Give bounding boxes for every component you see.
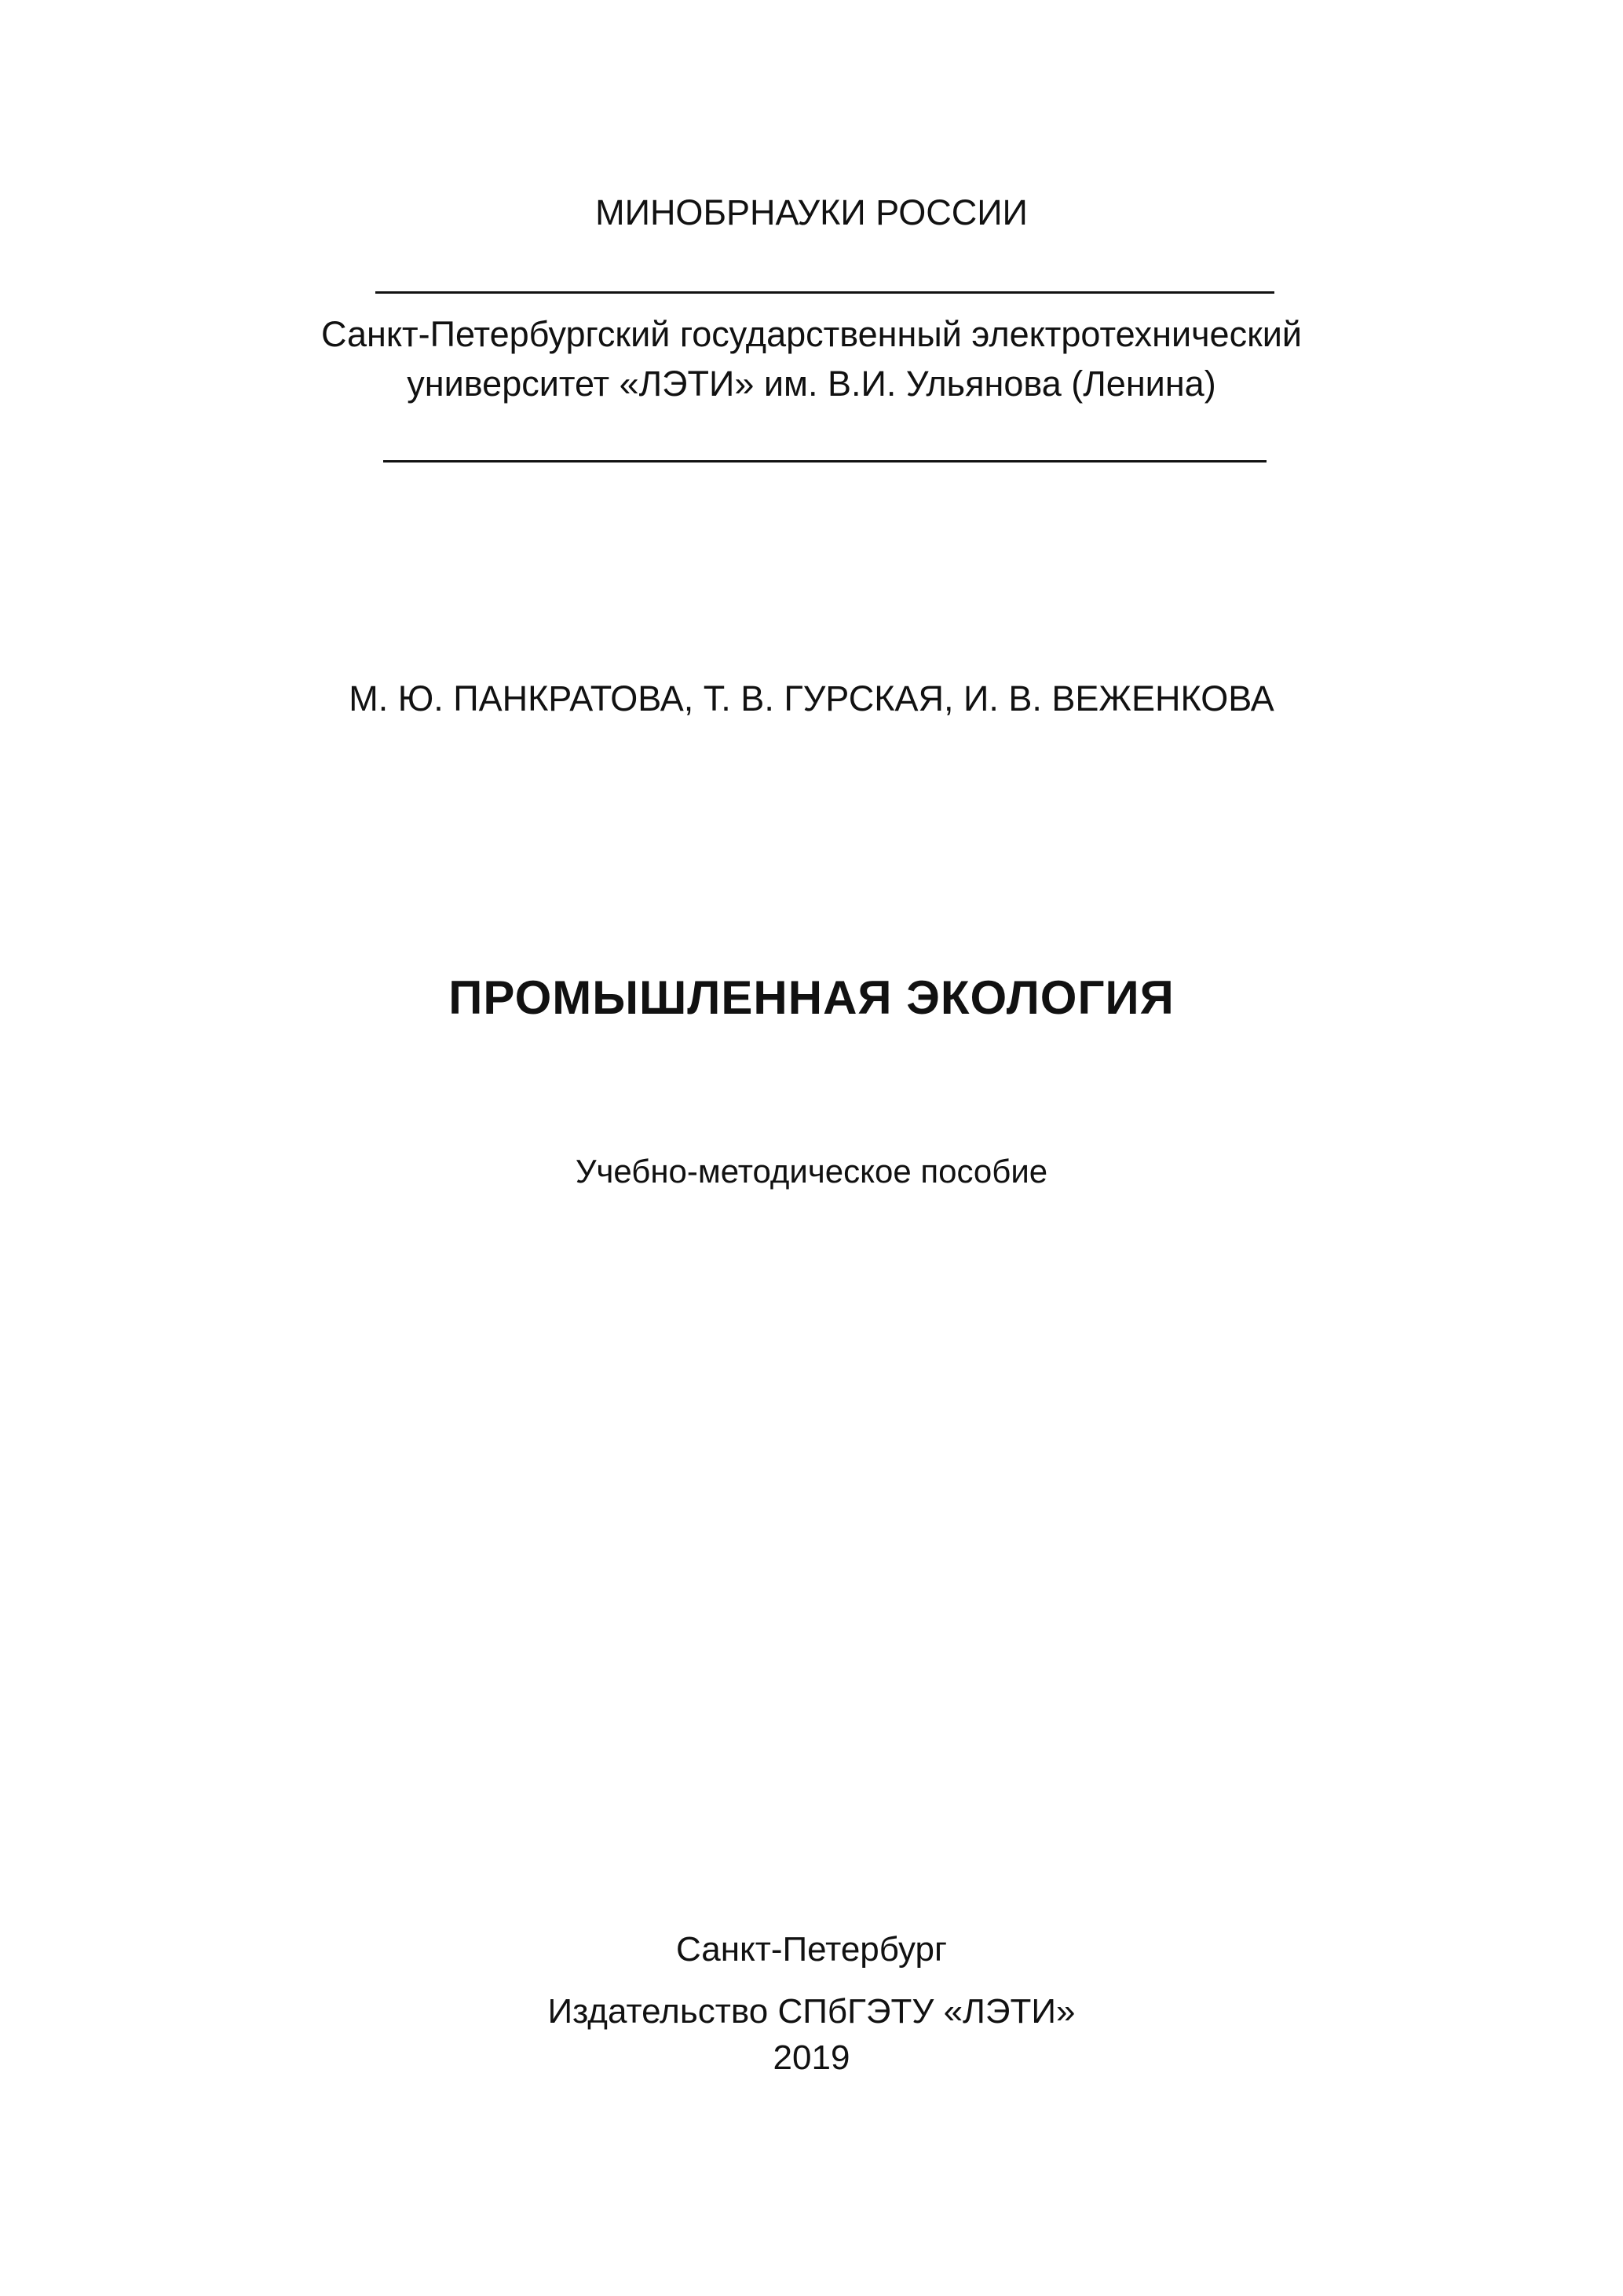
publication-city: Санкт-Петербург <box>675 1930 948 1969</box>
top-divider <box>375 291 1274 294</box>
university-name-line-2: университет «ЛЭТИ» им. В.И. Ульянова (Ленина) <box>407 364 1216 404</box>
document-subtitle: Учебно-методическое пособие <box>575 1153 1048 1190</box>
ministry-name: МИНОБРНАУКИ РОССИИ <box>595 192 1028 232</box>
bottom-divider <box>383 460 1267 462</box>
document-title: ПРОМЫШЛЕННАЯ ЭКОЛОГИЯ <box>448 971 1175 1024</box>
authors: М. Ю. ПАНКРАТОВА, Т. В. ГУРСКАЯ, И. В. ВЕЖЕНКОВА <box>349 678 1274 718</box>
publication-year: 2019 <box>773 2038 850 2077</box>
university-name-line-1: Санкт-Петербургский государственный электротехнический <box>320 314 1303 354</box>
publisher-name: Издательство СПбГЭТУ «ЛЭТИ» <box>547 1992 1076 2031</box>
